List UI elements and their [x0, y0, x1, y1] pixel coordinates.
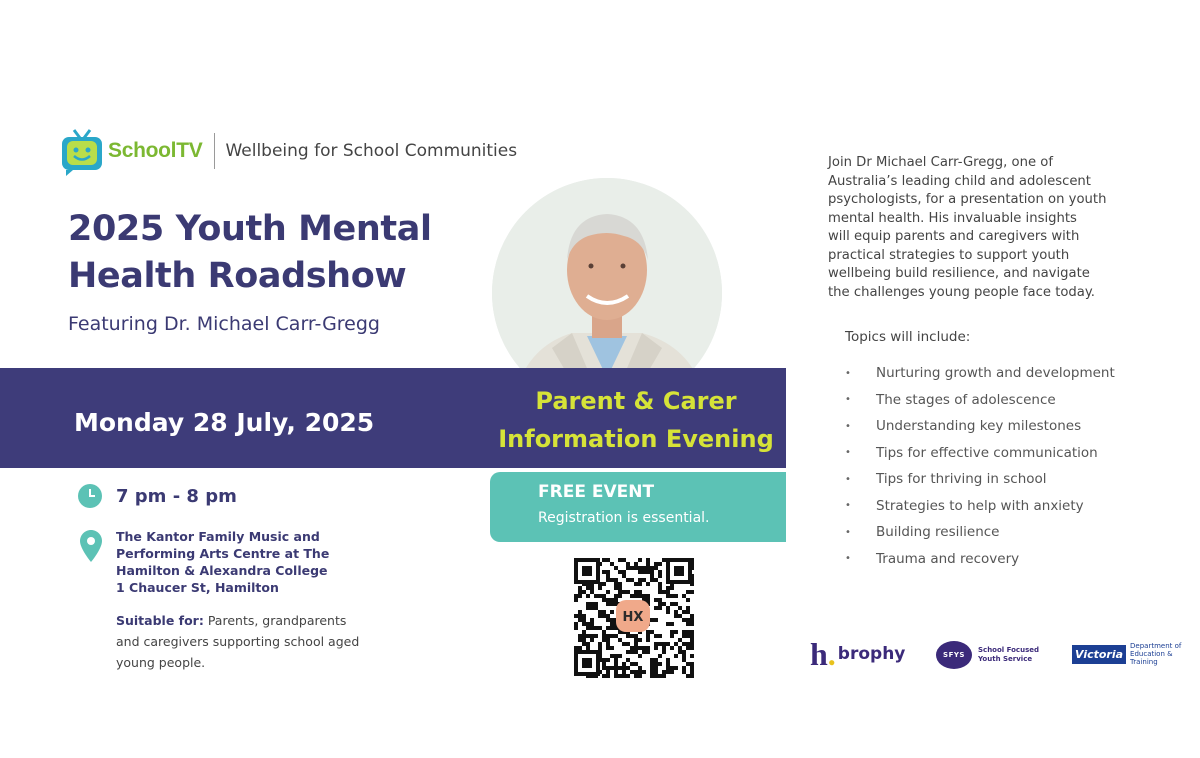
description-line: Join Dr Michael Carr-Gregg, one of: [828, 155, 1053, 170]
topic-text: The stages of adolescence: [876, 391, 1056, 408]
description-line: psychologists, for a presentation on youth: [828, 192, 1107, 207]
topic-text: Tips for thriving in school: [876, 471, 1047, 488]
qr-badge: HX: [622, 610, 644, 625]
logo-divider: [214, 133, 215, 169]
topic-text: Strategies to help with anxiety: [876, 497, 1084, 514]
bullet-icon: •: [845, 500, 851, 512]
vic-education-logo: [1072, 642, 1200, 666]
sfys-name: [978, 646, 1039, 664]
topic-text: Trauma and recovery: [876, 550, 1020, 567]
list-item: [845, 466, 1115, 493]
schooltv-logo: [60, 124, 517, 178]
list-item: [845, 519, 1115, 546]
event-type-line-2: Information Evening: [498, 425, 774, 453]
event-type-line-1: Parent & Carer: [535, 387, 737, 415]
audience-label: Suitable for:: [116, 613, 204, 628]
list-item: [845, 493, 1115, 520]
venue-line: 1 Chaucer St, Hamilton: [116, 580, 279, 595]
audience-text: Parents, grandparents and caregivers supporting school aged young people.: [116, 613, 360, 670]
sfys-name-line-2: Youth Service: [978, 655, 1033, 663]
sfys-logo: [936, 641, 1039, 669]
free-event-box: [490, 472, 786, 542]
tv-icon: [60, 126, 104, 176]
brophy-logo: [810, 636, 906, 672]
bullet-icon: •: [845, 553, 851, 565]
venue-line: The Kantor Family Music and: [116, 529, 320, 544]
event-time: [78, 484, 237, 508]
title-line-2: Health Roadshow: [68, 256, 407, 296]
event-date: Monday 28 July, 2025: [74, 408, 375, 437]
victoria-mark: Victoria: [1072, 645, 1126, 664]
topic-text: Building resilience: [876, 524, 1000, 541]
topics-heading: Topics will include:: [845, 329, 971, 345]
title-line-1: 2025 Youth Mental: [68, 209, 432, 249]
event-title: [68, 206, 432, 300]
brophy-wordmark: brophy: [837, 644, 906, 664]
vic-name-line-2: Education & Training: [1130, 650, 1173, 666]
list-item: [845, 413, 1115, 440]
bullet-icon: •: [845, 526, 851, 538]
location-pin-icon: [80, 530, 102, 562]
description-line: Australia’s leading child and adolescent: [828, 173, 1091, 189]
description-line: the challenges young people face today.: [828, 284, 1095, 300]
event-type: [488, 382, 784, 458]
logo-wordmark: SchoolTV: [108, 139, 203, 162]
topics-list: [845, 360, 1115, 572]
description-line: will equip parents and caregivers with: [828, 229, 1080, 244]
bullet-icon: •: [845, 447, 851, 459]
registration-note: Registration is essential.: [538, 510, 710, 526]
audience-note: [116, 610, 366, 673]
description-line: mental health. His invaluable insights: [828, 210, 1077, 226]
topic-text: Nurturing growth and development: [876, 365, 1115, 382]
list-item: [845, 440, 1115, 467]
list-item: [845, 360, 1115, 387]
free-event-title: FREE EVENT: [538, 482, 655, 502]
bullet-icon: •: [845, 473, 851, 485]
venue-line: Performing Arts Centre at The: [116, 546, 330, 561]
event-description: [828, 154, 1148, 302]
vic-name-line-1: Department of: [1130, 642, 1182, 650]
registration-qr-code[interactable]: [572, 556, 694, 678]
sfys-name-line-1: School Focused: [978, 646, 1039, 654]
time-text: 7 pm - 8 pm: [116, 485, 237, 507]
event-venue: [116, 528, 356, 596]
list-item: [845, 387, 1115, 414]
bullet-icon: •: [845, 367, 851, 379]
topic-text: Understanding key milestones: [876, 418, 1082, 435]
bullet-icon: •: [845, 420, 851, 432]
venue-line: Hamilton & Alexandra College: [116, 563, 328, 578]
brophy-mark-icon: h.: [810, 636, 836, 672]
logo-tagline: Wellbeing for School Communities: [225, 141, 518, 161]
vic-department-name: [1130, 642, 1200, 666]
list-item: [845, 546, 1115, 573]
event-subtitle: Featuring Dr. Michael Carr-Gregg: [68, 313, 380, 335]
description-line: practical strategies to support youth: [828, 247, 1070, 263]
description-line: wellbeing build resilience, and navigate: [828, 266, 1090, 281]
clock-icon: [78, 484, 102, 508]
sfys-mark: SFYS: [936, 641, 972, 669]
topic-text: Tips for effective communication: [876, 444, 1098, 461]
bullet-icon: •: [845, 394, 851, 406]
